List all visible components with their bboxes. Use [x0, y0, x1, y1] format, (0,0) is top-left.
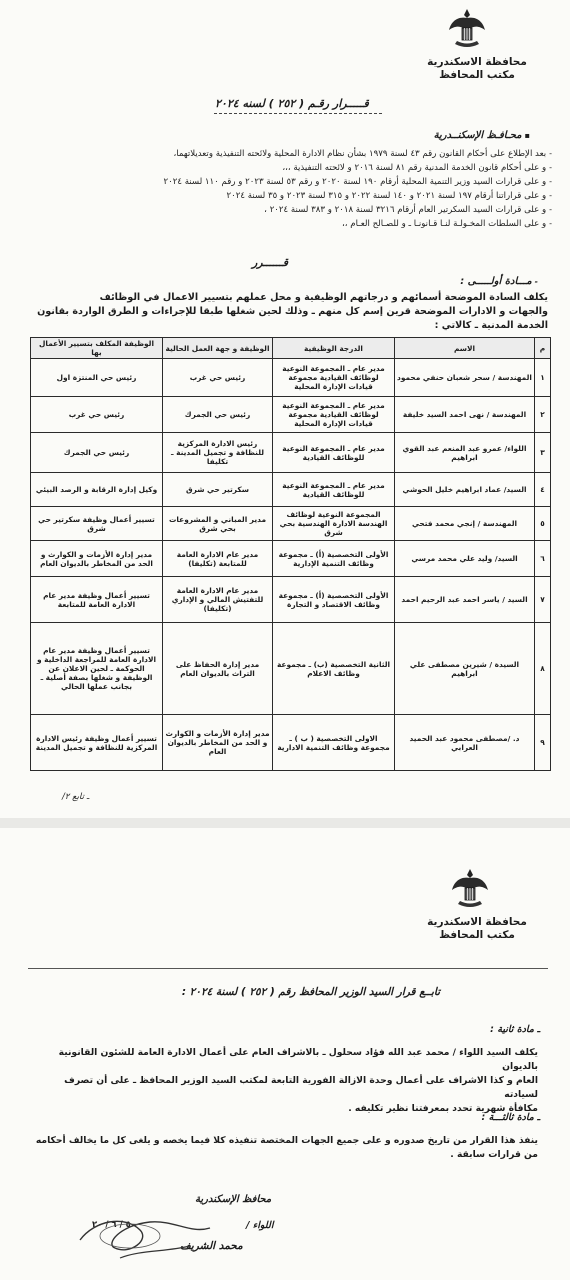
row-number: ٨ — [535, 623, 551, 715]
current-job: سكرتير حي شرق — [163, 473, 273, 507]
article2-line: العام و كذا الاشراف على أعمال وحدة الازالة الفورية التابعة لمكتب السيد الوزير المحافظ ـ على أن تصرف لسيادته — [64, 1075, 538, 1100]
employee-name: المهندسة / إنجي محمد فتحي — [395, 507, 535, 541]
signature-date: ٥ / ٦ / ٢٠ — [92, 1220, 131, 1230]
preamble-line: -و على السلطات المخـولـة لنـا قـانونـا ـ و للصـالح العـام ،، — [342, 219, 552, 229]
employee-grade: المجموعة النوعية لوظائف الهندسة الادارة الهندسية بحي شرق — [273, 507, 395, 541]
article3-line: من قرارات سابقة . — [450, 1149, 538, 1160]
header-rule — [28, 968, 548, 969]
current-job: رئيس حي غرب — [163, 359, 273, 397]
assigned-job: مدير إدارة الأزمات و الكوارث و الحد من المخاطر بالديوان العام — [31, 541, 163, 577]
article1-text — [28, 291, 548, 333]
assigned-job: تسيير أعمال وظيفة مدير عام الادارة العامة للمراجعة الداخلية و الحوكمة ـ لحين الاعلان عن الوظيفة و شغلها بصفة أصلية ـ بجانب عملها الحالي — [31, 623, 163, 715]
eagle-emblem-icon — [447, 6, 487, 52]
preamble-line: -و على قرارات السيد السكرتير العام أرقام ٣٢١٦ لسنة ٢٠١٨ و ٣٨٣ لسنة ٢٠٢٤ ، — [264, 205, 552, 215]
current-job: مدير عام الادارة العامة للتفتيش المالي و الإداري (تكليفا) — [163, 577, 273, 623]
preamble — [22, 148, 552, 248]
employee-grade: مدير عام ـ المجموعة النوعية لوظائف القيادية مجموعة قيادات الإدارة المحلية — [273, 397, 395, 433]
preamble-line: -بعد الإطلاع على أحكام القانون رقم ٤٣ لسنة ١٩٧٩ بشأن نظام الادارة المحلية ولائحته التنفيذية وتعديلاتهما، — [173, 149, 552, 159]
table-row — [31, 577, 551, 623]
current-job: مدير إدارة الحفاظ على التراث بالديوان العام — [163, 623, 273, 715]
article2-label: ـ مادة ثانية : — [490, 1024, 540, 1035]
article1-line: يكلف السادة الموضحة أسمائهم و درجاتهم الوظيفية و محل عملهم بتسيير الاعمال في الوظائف — [99, 292, 548, 303]
article1-line: والجهات و الادارات الموضحة قرين إسم كل منهم ـ وذلك لحين شغلها طبقا للإجراءات و الطرق الواردة بقانون — [37, 306, 548, 317]
current-job: رئيس الادارة المركزية للنظافة و تجميل المدينة ـ تكليفا — [163, 433, 273, 473]
employee-grade: الأولى التخصصية (أ) ـ مجموعة وظائف التنمية الإدارية — [273, 541, 395, 577]
signature-title: محافظ الإسكندرية — [195, 1194, 272, 1205]
agency-line2: مكتب المحافظ — [439, 929, 515, 941]
article2-line: مكافأة شهرية تحدد بمعرفتنا نظير تكليفه . — [348, 1103, 538, 1114]
header-name: الاسم — [395, 338, 535, 359]
employee-grade: مدير عام ـ المجموعة النوعية لوظائف القيادية مجموعة قيادات الإدارة المحلية — [273, 359, 395, 397]
assigned-job: وكيل إدارة الرقابة و الرصد البيئي — [31, 473, 163, 507]
employee-grade: مدير عام ـ المجموعة النوعية للوظائف القيادية — [273, 433, 395, 473]
decree-title: قـــــرار رقـم ( ٢٥٢ ) لسنه ٢٠٢٤ — [215, 97, 369, 110]
agency-header — [418, 56, 536, 82]
employee-name: المهندسة / سحر شعبان حنفي محمود — [395, 359, 535, 397]
row-number: ٣ — [535, 433, 551, 473]
header-number: م — [535, 338, 551, 359]
employee-grade: الثانية التخصصية (ب) ـ مجموعة وظائف الاعلام — [273, 623, 395, 715]
employee-name: السيد / ياسر احمد عبد الرحيم احمد — [395, 577, 535, 623]
agency-line2: مكتب المحافظ — [439, 69, 515, 81]
employee-name: السيد/ عماد ابراهيم خليل الحوشي — [395, 473, 535, 507]
table-row — [31, 433, 551, 473]
table-row — [31, 541, 551, 577]
article3-label: ـ مادة ثالثـــة : — [481, 1112, 540, 1123]
row-number: ٤ — [535, 473, 551, 507]
assigned-job: رئيس حي غرب — [31, 397, 163, 433]
employee-name: السيدة / شيرين مصطفى علي ابراهيم — [395, 623, 535, 715]
row-number: ٩ — [535, 715, 551, 771]
employee-grade: الاولى التخصصية ( ب ) ـ مجموعة وظائف التنمية الادارية — [273, 715, 395, 771]
employee-name: المهندسة / نهى احمد السيد خليفة — [395, 397, 535, 433]
header-assigned-job: الوظيفة المكلف بتسيير الأعمال بها — [31, 338, 163, 359]
row-number: ٢ — [535, 397, 551, 433]
current-job: مدير إدارة الأزمات و الكوارث و الحد من المخاطر بالديوان العام — [163, 715, 273, 771]
assigned-job: رئيس حي الجمرك — [31, 433, 163, 473]
continuation-title: تابــع قرار السيد الوزير المحافظ رقم ( ٢٥٢ ) لسنة ٢٠٢٤ : — [181, 986, 440, 998]
eagle-emblem-icon — [450, 866, 490, 912]
article1-line: الخدمة المدنية ـ كالاتي : — [434, 320, 548, 331]
signature-rank: اللواء / — [246, 1220, 274, 1231]
table-row — [31, 397, 551, 433]
assignments-table — [30, 337, 551, 771]
signature-name: محمد الشريف — [180, 1240, 243, 1252]
decides-heading: قــــــرر — [252, 256, 288, 269]
table-row — [31, 473, 551, 507]
assigned-job: رئيس حي المنتزة اول — [31, 359, 163, 397]
table-row — [31, 507, 551, 541]
assigned-job: تسيير أعمال وظيفة رئيس الادارة المركزية للنظافة و تجميل المدينة — [31, 715, 163, 771]
employee-name: السيد/ وليد علي محمد مرسي — [395, 541, 535, 577]
preamble-line: -و على قرارات السيد وزير التنمية المحلية أرقام ١٩٠ لسنة ٢٠٢٠ و رقم ٥٣ لسنة ٢٠٢٣ و رقم ١١٠ لسنة ٢٠٢٤ — [163, 177, 552, 187]
row-number: ٦ — [535, 541, 551, 577]
table-row — [31, 623, 551, 715]
employee-name: اللواء/ عمرو عبد المنعم عبد القوي ابراهيم — [395, 433, 535, 473]
agency-line1: محافظة الاسكندرية — [427, 916, 527, 928]
governor-heading: ▪محـافـظ الإسكنــدرية — [433, 130, 530, 141]
page-separator — [0, 818, 570, 828]
employee-grade: الأولى التخصصية (أ) ـ مجموعة وظائف الاقتصاد و التجارة — [273, 577, 395, 623]
assigned-job: تسيير أعمال وظيفة مدير عام الادارة العامة للمتابعة — [31, 577, 163, 623]
article2-text — [33, 1046, 538, 1116]
article1-label: -مـــادة أولـــــى : — [460, 276, 538, 287]
article3-line: ينفذ هذا القرار من تاريخ صدوره و على جميع الجهات المختصة تنفيذه كلا فيما يخصه و يلغى كل ما يخالف أحكامه — [35, 1135, 538, 1146]
current-job: رئيس حي الجمرك — [163, 397, 273, 433]
article2-line: يكلف السيد اللواء / محمد عبد الله فؤاد سحلول ـ بالاشراف العام على أعمال الادارة العامة للشئون القانونية بالديوان — [58, 1047, 538, 1072]
current-job: مدير المباني و المشروعات بحي شرق — [163, 507, 273, 541]
follow-note: ـ تابع ٢/ — [62, 792, 90, 802]
decree-page-2 — [0, 828, 570, 1280]
header-current-job: الوظيفة و جهة العمل الحالية — [163, 338, 273, 359]
employee-name: د. /مصطفى محمود عبد الحميد العرابي — [395, 715, 535, 771]
table-header-row — [31, 338, 551, 359]
current-job: مدير عام الادارة العامة للمتابعة (تكليفا) — [163, 541, 273, 577]
row-number: ٥ — [535, 507, 551, 541]
handwritten-signature-icon — [70, 1200, 220, 1270]
title-underline — [214, 113, 382, 114]
preamble-line: -و على قراراتنا أرقام ١٩٧ لسنة ٢٠٢١ و ١٤٠ لسنة ٢٠٢٢ و ٣١٥ لسنة ٢٠٢٣ و ٣٥ لسنة ٢٠٢٤ — [226, 191, 552, 201]
article3-text — [33, 1134, 538, 1162]
table-row — [31, 715, 551, 771]
header-grade: الدرجة الوظيفية — [273, 338, 395, 359]
agency-header — [418, 916, 536, 942]
agency-line1: محافظة الاسكندرية — [427, 56, 527, 68]
table-row — [31, 359, 551, 397]
assigned-job: تسيير أعمال وظيفة سكرتير حي شرق — [31, 507, 163, 541]
preamble-line: -و على أحكام قانون الخدمة المدنية رقم ٨١ لسنة ٢٠١٦ و لائحته التنفيذية ،،، — [282, 163, 552, 173]
employee-grade: مدير عام ـ المجموعة النوعية للوظائف القيادية — [273, 473, 395, 507]
row-number: ١ — [535, 359, 551, 397]
row-number: ٧ — [535, 577, 551, 623]
